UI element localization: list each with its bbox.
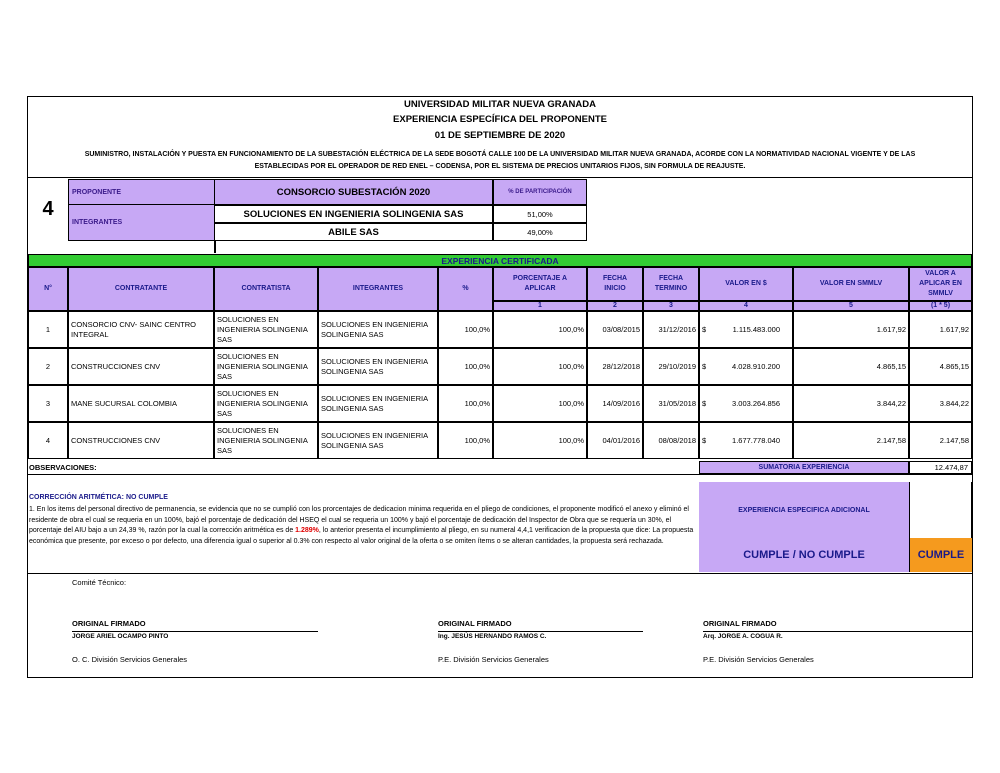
row-1-inicio: 03/08/2015 <box>587 311 643 348</box>
row-2-valor <box>699 348 793 385</box>
correction-text <box>29 505 694 547</box>
row-4-integrantes: SOLUCIONES EN INGENIERIA SOLINGENIA SAS <box>318 422 438 459</box>
row-1-termino: 31/12/2016 <box>643 311 699 348</box>
integrantes-label: INTEGRANTES <box>72 219 123 226</box>
signer-3-status: ORIGINAL FIRMADO <box>703 619 777 628</box>
signer-3-line <box>703 631 972 632</box>
signer-1-role: O. C. División Servicios Generales <box>72 655 188 664</box>
row-1-pct: 100,0% <box>438 311 493 348</box>
row-2-inicio: 28/12/2018 <box>587 348 643 385</box>
row-2-smmlv: 4.865,15 <box>793 348 909 385</box>
row-4-porcentaje: 100,0% <box>493 422 587 459</box>
row-4-valor <box>699 422 793 459</box>
colnum-3: 3 <box>643 301 699 311</box>
colnum-1: 1 <box>493 301 587 311</box>
row-3-porcentaje: 100,0% <box>493 385 587 422</box>
signer-2-name: Ing. JESÚS HERNANDO RAMOS C. <box>438 633 547 640</box>
colnum-5: 5 <box>793 301 909 311</box>
row-4-n: 4 <box>28 422 68 459</box>
col-porcentaje: PORCENTAJE A APLICAR <box>493 267 587 301</box>
row-1-aplicar: 1.617,92 <box>909 311 972 348</box>
col-pct: % <box>438 267 493 311</box>
col-aplicar: VALOR A APLICAR EN SMMLV <box>909 267 972 301</box>
row-4-contratista: SOLUCIONES EN INGENIERIA SOLINGENIA SAS <box>214 422 318 459</box>
row-3-valor <box>699 385 793 422</box>
row-2-integrantes: SOLUCIONES EN INGENIERIA SOLINGENIA SAS <box>318 348 438 385</box>
row-4-termino: 08/08/2018 <box>643 422 699 459</box>
cumple-label: CUMPLE / NO CUMPLE <box>699 538 909 572</box>
signer-1-name: JORGE ARIEL OCAMPO PINTO <box>72 633 169 640</box>
committee-label: Comité Técnico: <box>72 578 127 587</box>
row-1-integrantes: SOLUCIONES EN INGENIERIA SOLINGENIA SAS <box>318 311 438 348</box>
correction-text-part2: , lo anterior presenta el incumplimiento al pliego, en su numeral 4,4,1 verificacion de la propuesta que dice: La propuesta económica que presente, por exceso o por defecto, una diferencia igual o superior al 0.3% con respecto al valor original de la oferta o se omiten ítems o se alteran cantidades, la propuesta será rechazada. <box>29 527 694 545</box>
signer-3-role: P.E. División Servicios Generales <box>703 655 814 664</box>
cumple-value: CUMPLE <box>909 538 972 572</box>
row-3-smmlv: 3.844,22 <box>793 385 909 422</box>
row-2-currency: $ <box>702 361 707 371</box>
proponente-label: PROPONENTE <box>72 188 122 196</box>
signer-1-line <box>72 631 318 632</box>
observations-label: OBSERVACIONES: <box>29 463 97 472</box>
colnum-6: (1 * 5) <box>909 301 972 311</box>
row-3-integrantes: SOLUCIONES EN INGENIERIA SOLINGENIA SAS <box>318 385 438 422</box>
sheet-date: 01 DE SEPTIEMBRE DE 2020 <box>434 130 566 141</box>
member-2-name: ABILE SAS <box>214 223 493 241</box>
row-2-n: 2 <box>28 348 68 385</box>
sum-label: SUMATORIA EXPERIENCIA <box>699 461 909 474</box>
row-1-currency: $ <box>702 324 707 334</box>
col-contratista: CONTRATISTA <box>214 267 318 311</box>
col-fecha-inicio: FECHA INICIO <box>587 267 643 301</box>
correction-highlight: 1.289% <box>295 527 319 534</box>
row-4-smmlv: 2.147,58 <box>793 422 909 459</box>
obs-divider <box>28 474 972 475</box>
row-4-aplicar: 2.147,58 <box>909 422 972 459</box>
row-1-porcentaje: 100,0% <box>493 311 587 348</box>
signer-2-status: ORIGINAL FIRMADO <box>438 619 512 628</box>
row-1-valor <box>699 311 793 348</box>
row-1-valor-amount: 1.115.483.000 <box>732 324 780 334</box>
row-1-n: 1 <box>28 311 68 348</box>
row-1-smmlv: 1.617,92 <box>793 311 909 348</box>
member-1-pct: 51,00% <box>493 205 587 223</box>
sheet-subtitle: EXPERIENCIA ESPECÍFICA DEL PROPONENTE <box>393 114 607 125</box>
row-2-aplicar: 4.865,15 <box>909 348 972 385</box>
member-2-pct: 49,00% <box>493 223 587 241</box>
row-4-contratante: CONSTRUCCIONES CNV <box>68 422 214 459</box>
proponent-number: 4 <box>42 197 54 220</box>
description-line-2: ESTABLECIDAS POR EL OPERADOR DE RED ENEL – CODENSA, POR EL SISTEMA DE PRECIOS UNITARIOS FIJOS, SIN FORMULA DE REAJUSTE. <box>254 163 746 170</box>
row-2-contratista: SOLUCIONES EN INGENIERIA SOLINGENIA SAS <box>214 348 318 385</box>
row-3-pct: 100,0% <box>438 385 493 422</box>
header-divider <box>28 177 972 178</box>
row-4-pct: 100,0% <box>438 422 493 459</box>
row-3-valor-amount: 3.003.264.856 <box>732 398 780 408</box>
row-4-valor-amount: 1.677.778.040 <box>732 435 780 445</box>
spacer-line <box>214 241 216 253</box>
col-valor: VALOR EN $ <box>699 267 793 301</box>
university-title: UNIVERSIDAD MILITAR NUEVA GRANADA <box>404 99 596 110</box>
proponente-name: CONSORCIO SUBESTACIÓN 2020 <box>214 179 493 205</box>
signer-2-line <box>438 631 643 632</box>
participation-label: % DE PARTICIPACIÓN <box>493 179 587 205</box>
row-2-pct: 100,0% <box>438 348 493 385</box>
row-3-aplicar: 3.844,22 <box>909 385 972 422</box>
proponente-label-cell <box>68 179 214 205</box>
row-2-valor-amount: 4.028.910.200 <box>732 361 780 371</box>
row-3-currency: $ <box>702 398 707 408</box>
row-3-contratante: MANE SUCURSAL COLOMBIA <box>68 385 214 422</box>
integrantes-label-cell <box>68 205 214 241</box>
col-fecha-termino: FECHA TERMINO <box>643 267 699 301</box>
signer-1-status: ORIGINAL FIRMADO <box>72 619 146 628</box>
additional-value <box>909 482 972 538</box>
row-1-contratista: SOLUCIONES EN INGENIERIA SOLINGENIA SAS <box>214 311 318 348</box>
signer-3-name: Arq. JORGE A. COGUA R. <box>703 633 783 640</box>
row-4-currency: $ <box>702 435 707 445</box>
row-2-termino: 29/10/2019 <box>643 348 699 385</box>
evaluation-sheet <box>27 96 973 678</box>
colnum-4: 4 <box>699 301 793 311</box>
row-2-contratante: CONSTRUCCIONES CNV <box>68 348 214 385</box>
col-contratante: CONTRATANTE <box>68 267 214 311</box>
col-n: N° <box>28 267 68 311</box>
additional-label: EXPERIENCIA ESPECIFICA ADICIONAL <box>699 482 909 538</box>
row-2-porcentaje: 100,0% <box>493 348 587 385</box>
row-3-n: 3 <box>28 385 68 422</box>
row-3-contratista: SOLUCIONES EN INGENIERIA SOLINGENIA SAS <box>214 385 318 422</box>
sum-value: 12.474,87 <box>909 461 972 474</box>
member-1-name: SOLUCIONES EN INGENIERIA SOLINGENIA SAS <box>214 205 493 223</box>
committee-divider <box>28 573 972 574</box>
row-4-inicio: 04/01/2016 <box>587 422 643 459</box>
row-3-termino: 31/05/2018 <box>643 385 699 422</box>
col-smmlv: VALOR EN SMMLV <box>793 267 909 301</box>
row-3-inicio: 14/09/2016 <box>587 385 643 422</box>
signer-2-role: P.E. División Servicios Generales <box>438 655 549 664</box>
description-line-1: SUMINISTRO, INSTALACIÓN Y PUESTA EN FUNCIONAMIENTO DE LA SUBESTACIÓN ELÉCTRICA DE LA SEDE BOGOTÁ CALLE 100 DE LA UNIVERSIDAD MILITAR NUEVA GRANADA, ACORDE CON LA NORMATIVIDAD NACIONAL VIGENTE Y DE LAS <box>84 151 916 158</box>
correction-label: CORRECCIÓN ARITMÉTICA: NO CUMPLE <box>29 494 168 501</box>
experience-section-title: EXPERIENCIA CERTIFICADA <box>28 254 972 267</box>
correction-text-part1: 1. En los items del personal directivo de permanencia, se evidencia que no se cumplió con los prorcentajes de dedicacion minima requerida en el pliego de condiciones, el proponente modificó el anexo y eliminó el residente de obra el cual se requeria en un 100%, bajó el porcentaje de dedicación del HSEQ el cual se requeria un 100% y bajó el porcentaje de dedicación del Inspector de Obra que se requería un 30%, el porcentaje del AIU bajo a un 24,39 %, razón por la cual la corrección aritmética es de <box>29 506 689 534</box>
row-1-contratante: CONSORCIO CNV- SAINC CENTRO INTEGRAL <box>68 311 214 348</box>
colnum-2: 2 <box>587 301 643 311</box>
col-integrantes: INTEGRANTES <box>318 267 438 311</box>
